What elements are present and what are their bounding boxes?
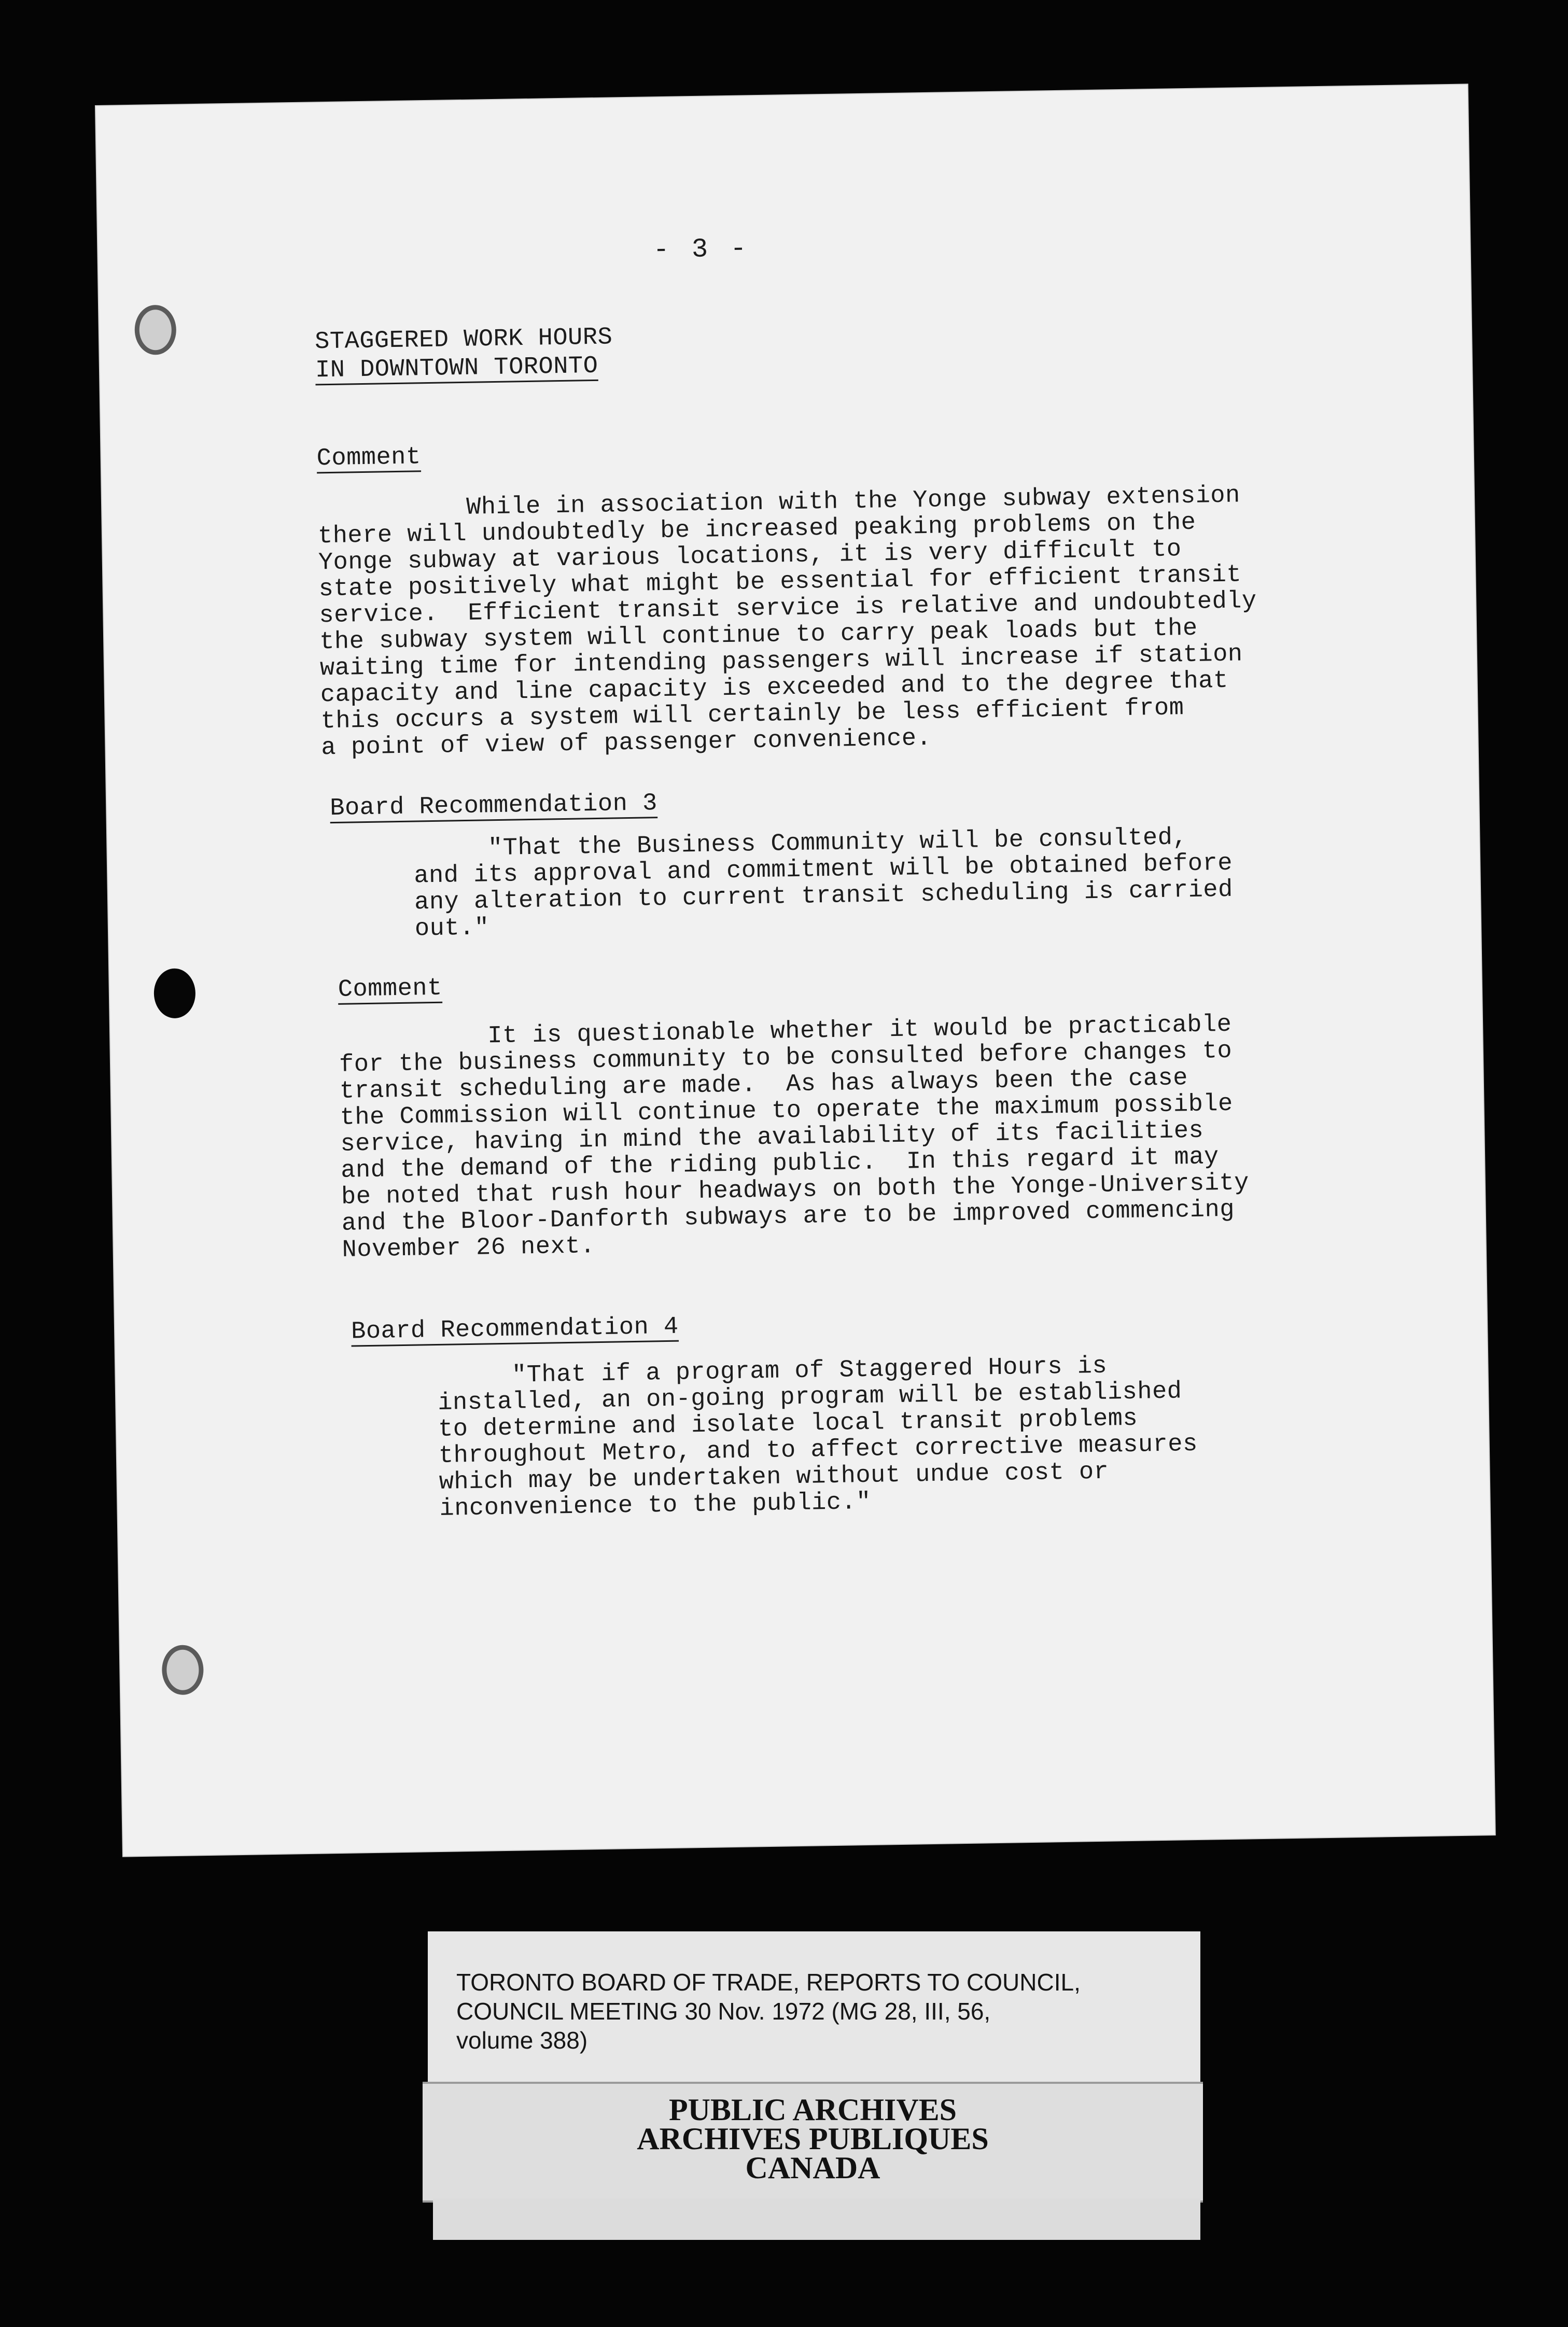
section-heading-recommendation-3: Board Recommendation 3 <box>329 790 658 823</box>
archive-stamp-line-2: ARCHIVES PUBLIQUES <box>637 2122 989 2156</box>
citation-card <box>428 1931 1200 2082</box>
citation-line-2: COUNCIL MEETING 30 Nov. 1972 (MG 28, III, 56, <box>456 1998 991 2025</box>
stamp-base-strip <box>433 2198 1200 2240</box>
title-line-1: STAGGERED WORK HOURS <box>314 324 613 356</box>
title-line-2: IN DOWNTOWN TORONTO <box>315 352 598 385</box>
archive-stamp <box>423 2082 1203 2203</box>
document-page <box>96 85 1495 1856</box>
punch-hole-middle <box>153 968 195 1018</box>
section-heading-comment-1: Comment <box>316 443 422 473</box>
section-heading-recommendation-4: Board Recommendation 4 <box>351 1313 679 1346</box>
section-heading-comment-2: Comment <box>338 974 443 1004</box>
archive-stamp-line-1: PUBLIC ARCHIVES <box>668 2093 957 2127</box>
section-text-comment-1: While in association with the Yonge subway extension there will undoubtedly be increased peaking problems on the Yonge subway at various locations, it is very difficult to state positively what might be essential for efficient transit service. Efficient transit service is relative and undoubtedly the subway system will continue to carry peak loads but the waiting time for intending passengers will increase if station capacity and line capacity is exceeded and to the degree that this occurs a system will certainly be less efficient from a point of view of passenger convenience. <box>317 482 1257 762</box>
section-text-recommendation-4: "That if a program of Staggered Hours is installed, an on-going program will be established to determine and isolate local transit problems throughout Metro, and to affect corrective measures which may be undertaken without undue cost or inconvenience to the public." <box>437 1352 1198 1523</box>
page-number: - 3 - <box>653 233 750 266</box>
section-text-comment-2: It is questionable whether it would be practicable for the business community to be consulted before changes to transit scheduling are made. As has always been the case the Commission will continue to operate the maximum possible service, having in mind the availability of its facilities and the demand of the riding public. In this regard it may be noted that rush hour headways on both the Yonge-University and the Bloor-Danforth subways are to be improved commencing November 26 next. <box>338 1011 1250 1264</box>
section-text-recommendation-3: "That the Business Community will be consulted, and its approval and commitment will be obtained before any alteration to current transit scheduling is carried out." <box>413 824 1234 943</box>
citation-line-1: TORONTO BOARD OF TRADE, REPORTS TO COUNCIL, <box>456 1969 1081 1996</box>
citation-line-3: volume 388) <box>456 2027 588 2054</box>
punch-hole-bottom <box>162 1645 204 1695</box>
punch-hole-top <box>134 305 176 355</box>
archive-stamp-line-3: CANADA <box>745 2151 880 2185</box>
